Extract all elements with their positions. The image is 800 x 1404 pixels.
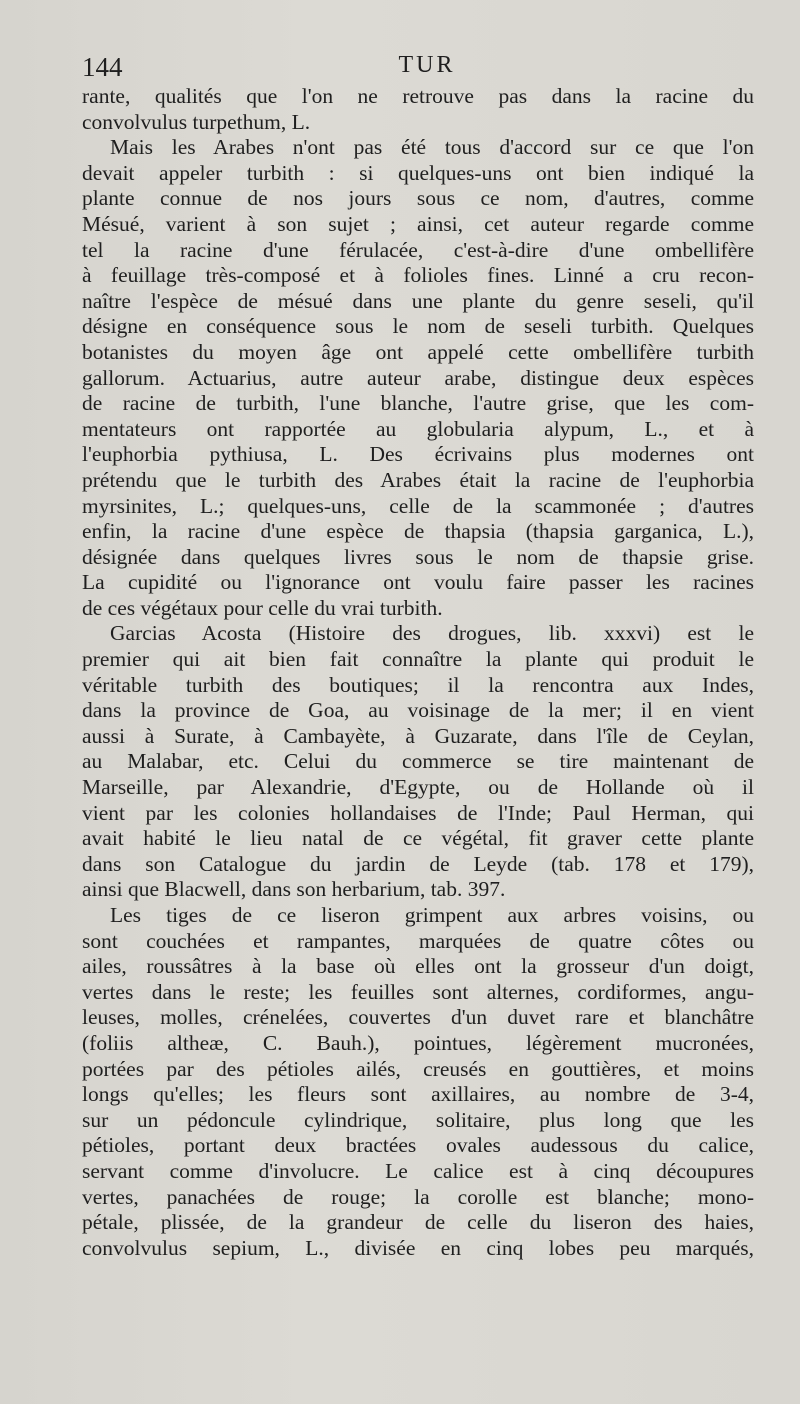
text-line: Mésué, varient à son sujet ; ainsi, cet auteur regarde comme	[82, 211, 754, 236]
text-line: Marseille, par Alexandrie, d'Egypte, ou de Hollande où il	[82, 775, 754, 800]
text-line: rante, qualités que l'on ne retrouve pas dans la racine du	[82, 84, 754, 108]
text-line: (foliis altheæ, C. Bauh.), pointues, légèrement mucronées,	[82, 1030, 754, 1055]
text-line: ailes, roussâtres à la base où elles ont la grosseur d'un doigt,	[82, 954, 754, 979]
text-line: de racine de turbith, l'une blanche, l'autre grise, que les com-	[82, 391, 754, 416]
text-line: La cupidité ou l'ignorance ont voulu faire passer les racines	[82, 570, 754, 595]
text-line: enfin, la racine d'une espèce de thapsia (thapsia garganica, L.),	[82, 519, 754, 544]
text-line: pétioles, portant deux bractées ovales audessous du calice,	[82, 1133, 754, 1158]
body-text	[82, 84, 754, 1261]
text-line: vertes dans le reste; les feuilles sont alternes, cordiformes, angu-	[82, 979, 754, 1004]
text-line: au Malabar, etc. Celui du commerce se tire maintenant de	[82, 749, 754, 774]
text-line: mentateurs ont rapportée au globularia alypum, L., et à	[82, 416, 754, 441]
page-number: 144	[82, 52, 123, 82]
running-head: TUR	[398, 52, 456, 78]
text-line: désignée dans quelques livres sous le nom de thapsie grise.	[82, 544, 754, 569]
text-line: à feuillage très-composé et à folioles fines. Linné a cru recon-	[82, 263, 754, 288]
text-line: premier qui ait bien fait connaître la plante qui produit le	[82, 647, 754, 672]
text-line: Les tiges de ce liseron grimpent aux arbres voisins, ou	[110, 903, 754, 927]
text-line: Garcias Acosta (Histoire des drogues, lib. xxxvi) est le	[110, 621, 754, 646]
text-line: Mais les Arabes n'ont pas été tous d'accord sur ce que l'on	[110, 135, 754, 160]
text-line: myrsinites, L.; quelques-uns, celle de la scammonée ; d'autres	[82, 493, 754, 518]
text-line: de ces végétaux pour celle du vrai turbith.	[82, 595, 443, 620]
text-line: tel la racine d'une férulacée, c'est-à-dire d'une ombellifère	[82, 237, 754, 262]
text-line: naître l'espèce de mésué dans une plante du genre seseli, qu'il	[82, 288, 754, 313]
text-line: véritable turbith des boutiques; il la rencontra aux Indes,	[82, 672, 754, 697]
text-line: servant comme d'involucre. Le calice est à cinq découpures	[82, 1158, 754, 1183]
text-line: ainsi que Blacwell, dans son herbarium, tab. 397.	[82, 877, 506, 902]
text-line: vient par les colonies hollandaises de l'Inde; Paul Herman, qui	[82, 800, 754, 825]
text-line: désigne en conséquence sous le nom de seseli turbith. Quelques	[82, 314, 754, 339]
text-line: aussi à Surate, à Cambayète, à Guzarate, dans l'île de Ceylan,	[82, 723, 754, 748]
text-line: dans son Catalogue du jardin de Leyde (tab. 178 et 179),	[82, 851, 754, 876]
text-line: leuses, molles, crénelées, couvertes d'un duvet rare et blanchâtre	[82, 1005, 754, 1030]
text-line: devait appeler turbith : si quelques-uns ont bien indiqué la	[82, 160, 754, 185]
text-line: convolvulus turpethum, L.	[82, 109, 311, 134]
text-line: sur un pédoncule cylindrique, solitaire, plus long que les	[82, 1107, 754, 1132]
text-line: dans la province de Goa, au voisinage de la mer; il en vient	[82, 698, 754, 723]
page-header	[82, 52, 772, 88]
text-line: gallorum. Actuarius, autre auteur arabe, distingue deux espèces	[82, 365, 754, 390]
text-line: vertes, panachées de rouge; la corolle est blanche; mono-	[82, 1184, 754, 1209]
text-line: plante connue de nos jours sous ce nom, d'autres, comme	[82, 186, 754, 211]
text-line: portées par des pétioles ailés, creusés en gouttières, et moins	[82, 1056, 754, 1081]
text-line: convolvulus sepium, L., divisée en cinq lobes peu marqués,	[82, 1235, 754, 1260]
text-line: l'euphorbia pythiusa, L. Des écrivains plus modernes ont	[82, 442, 754, 467]
text-line: sont couchées et rampantes, marquées de quatre côtes ou	[82, 928, 754, 953]
text-line: pétale, plissée, de la grandeur de celle du liseron des haies,	[82, 1210, 754, 1235]
text-line: avait habité le lieu natal de ce végétal, fit graver cette plante	[82, 826, 754, 851]
text-line: botanistes du moyen âge ont appelé cette ombellifère turbith	[82, 339, 754, 364]
text-line: longs qu'elles; les fleurs sont axillaires, au nombre de 3-4,	[82, 1082, 754, 1107]
text-line: prétendu que le turbith des Arabes était la racine de l'euphorbia	[82, 467, 754, 492]
